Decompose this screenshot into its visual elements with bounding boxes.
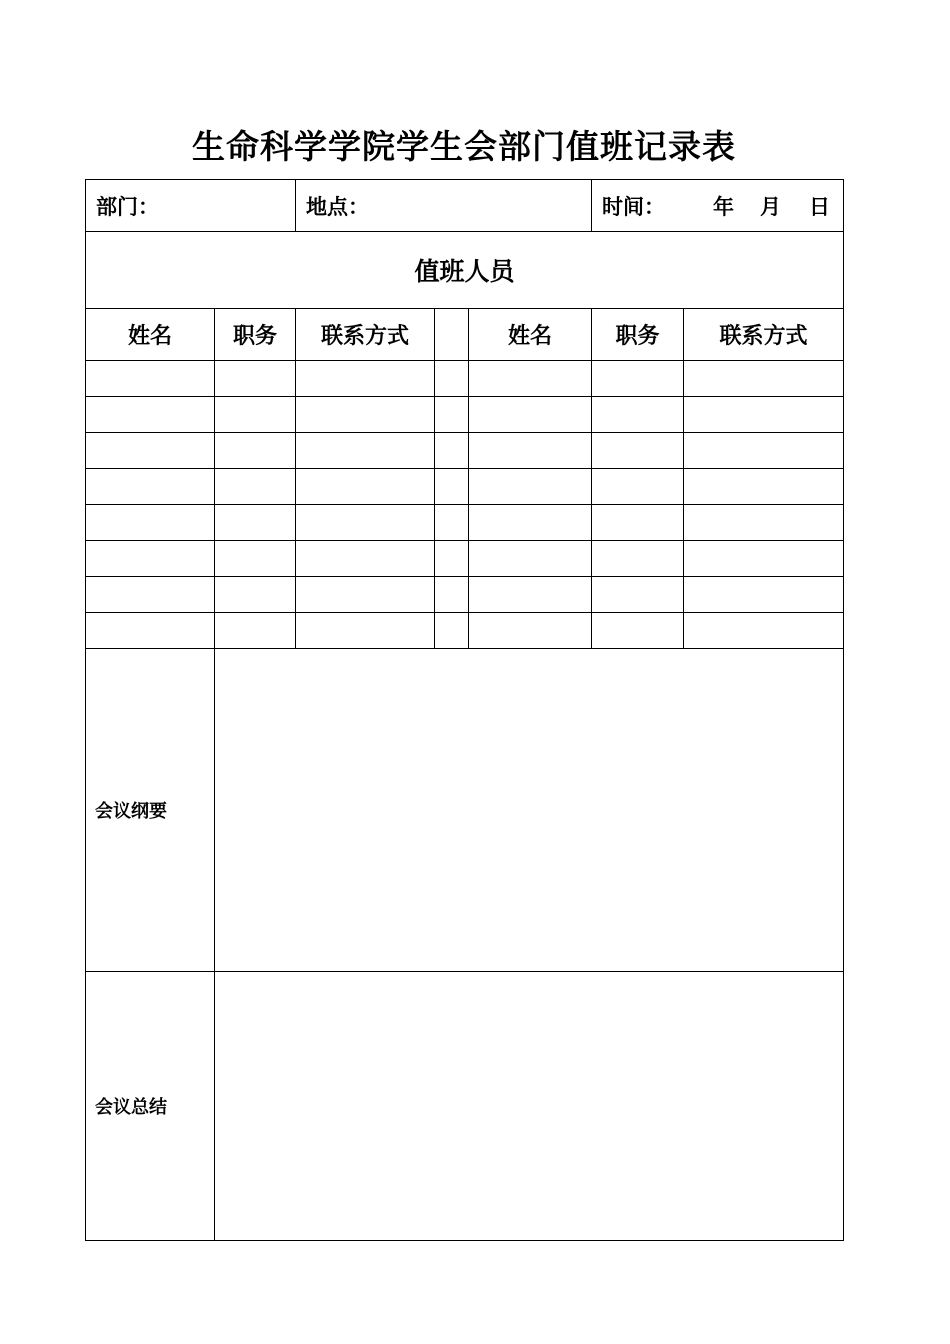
spacer-cell <box>435 505 469 541</box>
position-cell-right[interactable] <box>592 541 684 577</box>
column-header-contact-right: 联系方式 <box>684 309 844 361</box>
name-cell-left[interactable] <box>86 505 215 541</box>
meeting-summary-row <box>86 972 844 1241</box>
name-cell-left[interactable] <box>86 613 215 649</box>
name-cell-right[interactable] <box>469 505 592 541</box>
time-label: 时间： <box>602 194 666 219</box>
table-row <box>86 361 844 397</box>
position-cell-left[interactable] <box>215 613 296 649</box>
contact-cell-right[interactable] <box>684 397 844 433</box>
name-cell-left[interactable] <box>86 577 215 613</box>
name-cell-right[interactable] <box>469 361 592 397</box>
name-cell-right[interactable] <box>469 613 592 649</box>
position-cell-left[interactable] <box>215 433 296 469</box>
meeting-outline-row <box>86 649 844 972</box>
contact-cell-left[interactable] <box>296 613 435 649</box>
name-cell-right[interactable] <box>469 469 592 505</box>
column-header-name-right: 姓名 <box>469 309 592 361</box>
spacer-cell <box>435 361 469 397</box>
contact-cell-right[interactable] <box>684 469 844 505</box>
contact-cell-left[interactable] <box>296 397 435 433</box>
meeting-outline-area[interactable] <box>215 649 844 972</box>
table-row <box>86 433 844 469</box>
contact-cell-right[interactable] <box>684 577 844 613</box>
spacer-cell <box>435 541 469 577</box>
position-cell-right[interactable] <box>592 361 684 397</box>
spacer-cell <box>435 613 469 649</box>
meeting-outline-label: 会议纲要 <box>86 649 215 972</box>
position-cell-right[interactable] <box>592 613 684 649</box>
location-field[interactable] <box>296 180 592 232</box>
contact-cell-left[interactable] <box>296 577 435 613</box>
position-cell-left[interactable] <box>215 541 296 577</box>
name-cell-left[interactable] <box>86 469 215 505</box>
contact-cell-left[interactable] <box>296 433 435 469</box>
location-label: 地点： <box>306 194 369 219</box>
name-cell-left[interactable] <box>86 433 215 469</box>
name-cell-right[interactable] <box>469 577 592 613</box>
position-cell-right[interactable] <box>592 577 684 613</box>
name-cell-left[interactable] <box>86 397 215 433</box>
column-header-position-left: 职务 <box>215 309 296 361</box>
column-header-position-right: 职务 <box>592 309 684 361</box>
duty-section-title-row <box>86 232 844 309</box>
column-header-contact-left: 联系方式 <box>296 309 435 361</box>
table-row <box>86 613 844 649</box>
spacer-cell <box>435 469 469 505</box>
day-label: 日 <box>809 194 831 219</box>
name-cell-left[interactable] <box>86 361 215 397</box>
position-cell-left[interactable] <box>215 505 296 541</box>
column-header-name-left: 姓名 <box>86 309 215 361</box>
table-row <box>86 541 844 577</box>
page-title: 生命科学学院学生会部门值班记录表 <box>192 127 736 166</box>
column-spacer <box>435 309 469 361</box>
spacer-cell <box>435 397 469 433</box>
position-cell-left[interactable] <box>215 397 296 433</box>
table-row <box>86 469 844 505</box>
table-row <box>86 505 844 541</box>
name-cell-right[interactable] <box>469 541 592 577</box>
name-cell-right[interactable] <box>469 433 592 469</box>
duty-column-header-row <box>86 309 844 361</box>
table-row <box>86 577 844 613</box>
duty-section-title: 值班人员 <box>86 232 844 309</box>
info-row <box>86 180 844 232</box>
contact-cell-right[interactable] <box>684 361 844 397</box>
contact-cell-left[interactable] <box>296 469 435 505</box>
month-label: 月 <box>760 194 782 219</box>
position-cell-right[interactable] <box>592 469 684 505</box>
name-cell-right[interactable] <box>469 397 592 433</box>
name-cell-left[interactable] <box>86 541 215 577</box>
spacer-cell <box>435 577 469 613</box>
table-row <box>86 397 844 433</box>
contact-cell-left[interactable] <box>296 361 435 397</box>
position-cell-left[interactable] <box>215 469 296 505</box>
department-field[interactable] <box>86 180 296 232</box>
meeting-summary-area[interactable] <box>215 972 844 1241</box>
year-label: 年 <box>713 194 735 219</box>
contact-cell-left[interactable] <box>296 541 435 577</box>
position-cell-right[interactable] <box>592 505 684 541</box>
spacer-cell <box>435 433 469 469</box>
position-cell-left[interactable] <box>215 577 296 613</box>
contact-cell-right[interactable] <box>684 433 844 469</box>
contact-cell-right[interactable] <box>684 505 844 541</box>
time-field[interactable] <box>592 180 844 232</box>
duty-record-form <box>85 179 844 1241</box>
contact-cell-left[interactable] <box>296 505 435 541</box>
position-cell-right[interactable] <box>592 397 684 433</box>
meeting-summary-label: 会议总结 <box>86 972 215 1241</box>
position-cell-right[interactable] <box>592 433 684 469</box>
contact-cell-right[interactable] <box>684 613 844 649</box>
contact-cell-right[interactable] <box>684 541 844 577</box>
department-label: 部门： <box>96 194 159 219</box>
position-cell-left[interactable] <box>215 361 296 397</box>
